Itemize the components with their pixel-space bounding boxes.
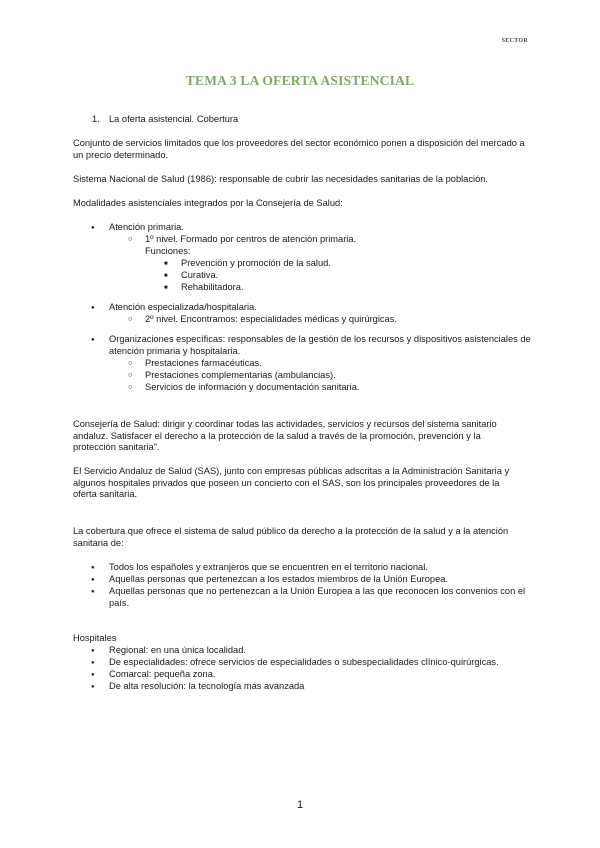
bullet-dot-icon [91,222,95,236]
sub-item-especializada-nivel: 2º nivel. Encontramos: especialidades médicas y quirúrgicas. [145,314,397,324]
sub-item-primaria-nivel: 1º nivel. Formado por centros de atención primaria. [145,234,357,244]
bullet-dot-icon [91,586,95,600]
bullet-circle-icon [128,358,133,370]
list-item-especializada: Atención especializada/hospitalaria. [109,302,257,312]
funciones-label: Funciones: [145,246,191,256]
header-sector-tag: SECTOR [501,38,528,44]
list-item-organizaciones-cont: atención primaria y hospitalaria. [109,346,241,356]
bullet-dot-icon [91,681,95,695]
paragraph-consejeria: Consejería de Salud: dirigir y coordinar todas las actividades, servicios y recursos del sistema sanitario andaluz. Satisfacer el derecho a la protección de la salud a través de la promoción, prevención y la protección sanitaria". [73,419,497,452]
sub-item-organizaciones: Prestaciones complementarias (ambulancias). [145,370,336,380]
bullet-square-icon [164,282,168,296]
list-item-primaria: Atención primaria. [109,222,184,232]
list-item-hospital: De especialidades: ofrece servicios de especialidades o subespecialidades clínico-quirúrgicas. [109,657,499,667]
bullet-dot-icon [91,302,95,316]
paragraph-cobertura: La cobertura que ofrece el sistema de salud público da derecho a la protección de la salud y a la atención sanitaria de: [73,526,509,548]
bullet-circle-icon [128,370,133,382]
list-item-organizaciones: Organizaciones específicas: responsables de la gestión de los recursos y dispositivos asistenciales de [109,334,531,344]
sub-item-organizaciones: Prestaciones farmacéuticas. [145,358,262,368]
list-item-cobertura: Aquellas personas que no pertenezcan a la Unión Europea a las que reconocen los convenios con el [109,586,526,596]
sub-item-organizaciones: Servicios de información y documentación sanitaria. [145,382,360,392]
page-title: TEMA 3 LA OFERTA ASISTENCIAL [185,73,415,88]
bullet-circle-icon [128,382,133,394]
funcion-item: Prevención y promoción de la salud. [181,258,331,268]
funcion-item: Rehabilitadora. [181,282,244,292]
list-item-cobertura: Todos los españoles y extranjeros que se encuentren en el territorio nacional. [109,562,428,572]
paragraph-sas: El Servicio Andaluz de Salud (SAS), junto con empresas públicas adscritas a la Administración Sanitaria y algunos hospitales privados que poseen un concierto con el SAS, son los principales proveedores de la oferta sanitaria. [73,466,510,499]
list-item-hospital: Comarcal: pequeña zona. [109,669,216,679]
paragraph-modalidades: Modalidades asistenciales integrados por la Consejería de Salud: [73,198,343,208]
bullet-dot-icon [91,334,95,348]
bullet-circle-icon [128,314,133,326]
funcion-item: Curativa. [181,270,219,280]
section-number: 1. [92,114,100,124]
paragraph-sns: Sistema Nacional de Salud (1986): responsable de cubrir las necesidades sanitarias de la población. [73,174,488,184]
list-item-cobertura: Aquellas personas que pertenezcan a los estados miembros de la Unión Europea. [109,574,449,584]
paragraph-definition: Conjunto de servicios limitados que los proveedores del sector económico ponen a disposición del mercado a un precio determinado. [73,138,525,160]
bullet-circle-icon [128,234,133,246]
list-item-hospital: De alta resolución: la tecnología más avanzada [109,681,305,691]
list-item-cobertura-cont: país. [109,598,130,608]
list-item-hospital: Regional: en una única localidad. [109,645,246,655]
hospitales-heading: Hospitales [73,633,117,643]
page-number: 1 [296,799,304,811]
section-heading: La oferta asistencial. Cobertura [109,114,239,124]
